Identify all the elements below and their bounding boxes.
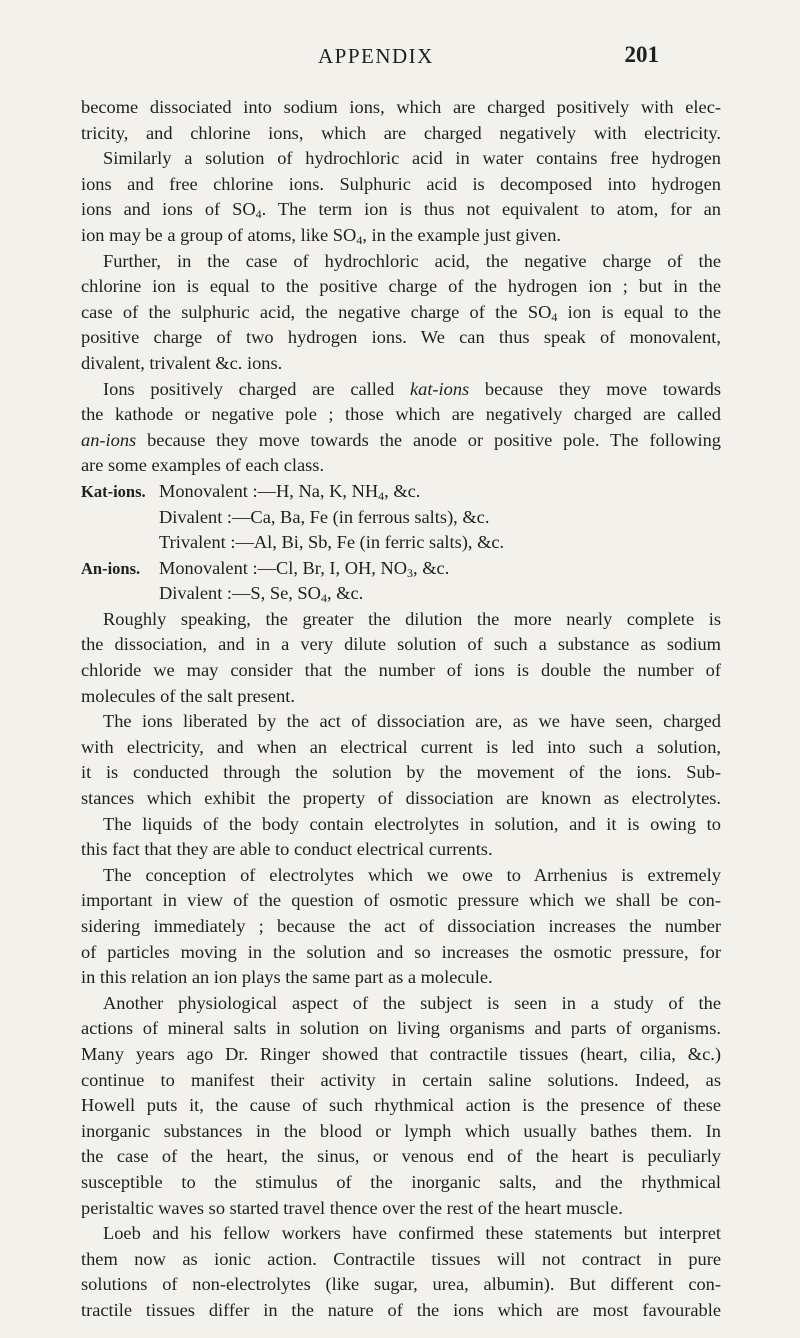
text-line: this fact that they are able to conduct electrical currents. [81,839,493,860]
text-line: tricity, and chlorine ions, which are charged negatively with electricity. [81,122,721,143]
body-text [81,95,721,1324]
kat-ions-label: Kat-ions. [81,481,146,501]
text-line: solutions of non-electrolytes (like sugar, urea, albumin). But different con- [81,1274,721,1295]
text-line: the case of the heart, the sinus, or venous end of the heart is peculiarly [81,1146,721,1167]
text-line: Many years ago Dr. Ringer showed that contractile tissues (heart, cilia, &c.) [81,1043,721,1064]
text-line: actions of mineral salts in solution on living organisms and parts of organisms. [81,1018,721,1039]
text-line: ions and free chlorine ions. Sulphuric acid is decomposed into hydrogen [81,173,721,194]
text-line: susceptible to the stimulus of the inorganic salts, and the rhythmical [81,1171,721,1192]
text-line: stances which exhibit the property of dissociation are known as electrolytes. [81,788,721,809]
ion-row: Monovalent :—H, Na, K, $NH_4$, &c. [159,480,421,503]
text-line: tractile tissues differ in the nature of the ions which are most favourable [81,1299,721,1320]
running-title: APPENDIX [318,44,434,68]
ion-row: Monovalent :—Cl, Br, I, OH, $NO_3$, &c. [159,557,450,580]
text-line: them now as ionic action. Contractile tissues will not contract in pure [81,1248,721,1269]
text-line: the kathode or negative pole ; those which are negatively charged are called [81,404,721,425]
text-line: ion may be a group of atoms, like $SO_4$, in the example just given. [81,224,561,247]
text-line: the dissociation, and in a very dilute solution of such a substance as sodium [81,634,721,655]
text-line: chlorine ion is equal to the positive charge of the hydrogen ion ; but in the [81,276,721,297]
ion-examples [81,479,721,607]
text-line: important in view of the question of osmotic pressure which we shall be con- [81,890,721,911]
ion-row: Divalent :—Ca, Ba, Fe (in ferrous salts), &c. [159,506,490,527]
text-line: in this relation an ion plays the same part as a molecule. [81,967,493,988]
text-line: positive charge of two hydrogen ions. We can thus speak of monovalent, [81,327,721,348]
text-line: Further, in the case of hydrochloric acid, the negative charge of the [103,250,721,271]
text-line: inorganic substances in the blood or lymph which usually bathes them. In [81,1120,721,1141]
page-number: 201 [624,42,659,67]
text-line: The liquids of the body contain electrolytes in solution, and it is owing to [103,813,721,834]
text-line: case of the sulphuric acid, the negative charge of the $SO_4$ ion is equal to the [81,301,721,324]
text-line: sidering immediately ; because the act of dissociation increases the number [81,916,721,936]
text-line: ions and ions of $SO_4$. The term ion is thus not equivalent to atom, for an [81,199,721,222]
page-header [0,44,800,78]
text-line: continue to manifest their activity in certain saline solutions. Indeed, as [81,1069,721,1090]
text-line: molecules of the salt present. [81,685,295,706]
text-line: Howell puts it, the cause of such rhythmical action is the presence of these [81,1095,721,1116]
text-line: Loeb and his fellow workers have confirmed these statements but interpret [103,1223,721,1244]
text-line: it is conducted through the solution by the movement of the ions. Sub- [81,762,721,783]
text-line: of particles moving in the solution and so increases the osmotic pressure, for [81,941,721,962]
text-line: divalent, trivalent &c. ions. [81,352,283,373]
text-line: peristaltic waves so started travel thence over the rest of the heart muscle. [81,1197,623,1218]
text-line: Another physiological aspect of the subject is seen in a study of the [103,992,721,1013]
an-ions-label: An-ions. [81,558,141,578]
text-line: with electricity, and when an electrical current is led into such a solution, [81,736,721,757]
text-line: Similarly a solution of hydrochloric acid in water contains free hydrogen [103,148,721,169]
text-line: an-ions because they move towards the anode or positive pole. The following [81,429,721,450]
ion-row: Trivalent :—Al, Bi, Sb, Fe (in ferric salts), &c. [159,532,505,553]
text-line: are some examples of each class. [81,455,325,476]
text-line: The conception of electrolytes which we owe to Arrhenius is extremely [103,864,721,885]
ion-row: Divalent :—S, Se, $SO_4$, &c. [159,583,364,606]
text-line: become dissociated into sodium ions, which are charged positively with elec- [81,97,721,117]
text-line: chloride we may consider that the number of ions is double the number of [81,660,721,681]
text-line: Ions positively charged are called kat-ions because they move towards [103,378,721,399]
text-line: The ions liberated by the act of dissociation are, as we have seen, charged [103,711,721,732]
text-line: Roughly speaking, the greater the dilution the more nearly complete is [103,608,721,629]
